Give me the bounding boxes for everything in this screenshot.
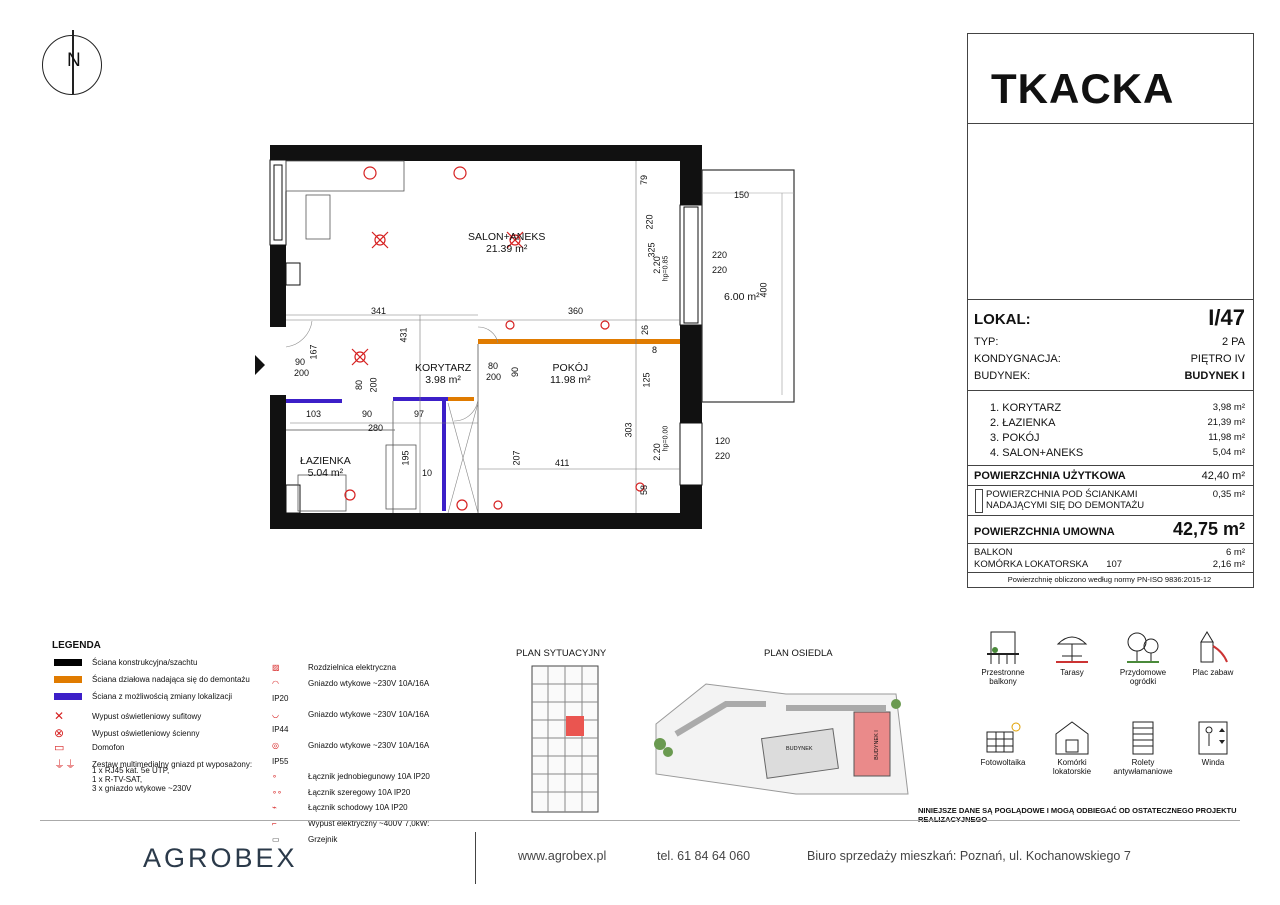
komorka-num: 107 bbox=[1106, 559, 1123, 570]
room-area: 21.39 m² bbox=[485, 243, 528, 255]
legend-swatch bbox=[54, 676, 82, 683]
amenity-label: Fotowoltaika bbox=[980, 758, 1026, 767]
intercom-icon: ▭ bbox=[54, 742, 65, 754]
floor-plan-drawing bbox=[250, 135, 810, 545]
typ-label: TYP: bbox=[974, 336, 999, 348]
dim-label: 80 bbox=[488, 361, 499, 371]
solar-icon bbox=[983, 720, 1023, 756]
room-name: POKÓJ bbox=[552, 362, 589, 374]
dim-label: 58 bbox=[639, 484, 650, 496]
legend-label: Ściana działowa nadająca się do demontażu bbox=[92, 675, 250, 684]
dim-label: 103 bbox=[306, 409, 322, 419]
umowna-label: POWIERZCHNIA UMOWNA bbox=[974, 526, 1115, 538]
room-row bbox=[990, 402, 1245, 414]
amenity-item bbox=[1040, 720, 1104, 776]
room-name: 3. POKÓJ bbox=[990, 432, 1040, 444]
dim-label: 207 bbox=[511, 450, 522, 466]
amenity-label: antywłamaniowe bbox=[1113, 767, 1173, 776]
amenities-grid bbox=[968, 630, 1248, 790]
dim-label: 90 bbox=[510, 366, 521, 378]
legend-item bbox=[54, 709, 201, 723]
legend-item bbox=[54, 692, 232, 701]
phone-number[interactable]: tel. 61 84 64 060 bbox=[657, 849, 751, 863]
divider bbox=[968, 465, 1253, 466]
dim-label: 120 bbox=[715, 436, 731, 446]
uzytkowa-row bbox=[974, 470, 1245, 482]
garden-icon bbox=[1123, 630, 1163, 666]
amenity-label: lokatorskie bbox=[1052, 767, 1092, 776]
legend-label: Wypust elektryczny ~400V 7,0kW: bbox=[308, 818, 430, 828]
budynek-i-label: BUDYNEK I bbox=[873, 730, 880, 760]
dim-label: hp=0.85 bbox=[662, 255, 670, 282]
dim-label: 195 bbox=[400, 450, 411, 466]
divider bbox=[968, 485, 1253, 486]
amenity-label: balkony bbox=[989, 677, 1017, 686]
balkon-label: BALKON bbox=[974, 547, 1013, 558]
amenity-label: Plac zabaw bbox=[1192, 668, 1234, 677]
plan-sytuacyjny-title: PLAN SYTUACYJNY bbox=[516, 648, 607, 659]
budynek-row bbox=[974, 370, 1245, 382]
storage-icon bbox=[1052, 720, 1092, 756]
north-arrow-icon bbox=[42, 35, 102, 95]
website-link[interactable]: www.agrobex.pl bbox=[518, 849, 607, 863]
multimedia-details bbox=[92, 766, 191, 793]
amenity-label: ogródki bbox=[1129, 677, 1157, 686]
room-label-korytarz bbox=[415, 362, 471, 386]
room-row bbox=[990, 447, 1245, 459]
lokal-label: LOKAL: bbox=[974, 311, 1031, 328]
budynek-label: BUDYNEK: bbox=[974, 370, 1031, 382]
legend-swatch bbox=[54, 693, 82, 700]
room-area: 11.98 m² bbox=[550, 374, 591, 386]
plan-osiedla-title: PLAN OSIEDLA bbox=[764, 648, 833, 659]
divider bbox=[968, 390, 1253, 391]
komorka-label: KOMÓRKA LOKATORSKA bbox=[974, 559, 1089, 570]
dim-label: 411 bbox=[555, 458, 570, 468]
dim-label: 90 bbox=[362, 409, 373, 419]
demontaz-label-line1: POWIERZCHNIA POD ŚCIANKAMI bbox=[986, 489, 1138, 500]
legend-label: 1 x RJ45 kat. 5e UTP, bbox=[92, 766, 170, 775]
stair-switch-icon: ⌁ bbox=[272, 803, 277, 813]
disclaimer: NINIEJSZE DANE SĄ POGLĄDOWE I MOGĄ ODBIEGAĆ OD OSTATECZNEGO PROJEKTU REALIZACYJNEGO bbox=[918, 806, 1237, 824]
legend-item bbox=[54, 741, 124, 754]
dim-label: 90 bbox=[295, 357, 306, 367]
room-name: SALON+ANEKS bbox=[468, 231, 546, 243]
dim-label: 200 bbox=[368, 377, 379, 393]
floor-plan bbox=[250, 135, 810, 545]
kondygnacja-row bbox=[974, 353, 1245, 365]
legend-item bbox=[272, 738, 432, 769]
balcony-area-label: 6.00 m² bbox=[724, 291, 760, 303]
sales-office-address: Biuro sprzedaży mieszkań: Poznań, ul. Kochanowskiego 7 bbox=[807, 849, 1131, 863]
legend-item bbox=[272, 676, 432, 707]
blinds-icon bbox=[1123, 720, 1163, 756]
legend-label: Gniazdo wtykowe ~230V 10A/16A IP44 bbox=[272, 709, 429, 735]
legend-item bbox=[272, 816, 432, 832]
dim-label: 280 bbox=[368, 423, 384, 433]
playground-icon bbox=[1193, 630, 1233, 666]
amenity-label: Rolety bbox=[1131, 758, 1155, 767]
komorka-row bbox=[974, 559, 1245, 570]
amenity-item bbox=[1040, 630, 1104, 677]
dim-label: 79 bbox=[639, 174, 650, 186]
north-label: N bbox=[67, 50, 81, 71]
dim-label: 97 bbox=[414, 409, 425, 419]
legend-item bbox=[272, 769, 432, 785]
single-switch-icon: ∘ bbox=[272, 772, 278, 782]
legend-title: LEGENDA bbox=[52, 640, 101, 651]
socket-ip44-icon: ◡ bbox=[272, 709, 279, 719]
legend-item bbox=[272, 660, 432, 676]
legend-label: Wypust oświetleniowy sufitowy bbox=[92, 711, 202, 721]
umowna-row bbox=[974, 519, 1245, 540]
room-name: KORYTARZ bbox=[415, 362, 472, 374]
amenity-label: Winda bbox=[1201, 758, 1225, 767]
demontaz-label bbox=[986, 489, 1144, 511]
room-area: 5.04 m² bbox=[307, 467, 344, 479]
legend-item bbox=[272, 800, 432, 816]
legend-label: Grzejnik bbox=[308, 834, 338, 844]
amenity-item bbox=[968, 720, 1038, 767]
room-area: 3,98 m² bbox=[1212, 402, 1245, 413]
legend-label: Rozdzielnica elektryczna bbox=[308, 663, 397, 672]
dim-label: 2.20 bbox=[651, 443, 662, 461]
room-label-lazienka bbox=[300, 455, 351, 479]
room-area: 5,04 m² bbox=[1212, 447, 1245, 458]
legend-item bbox=[54, 658, 197, 667]
room-label-salon bbox=[468, 231, 545, 255]
dim-label: hp=0.00 bbox=[662, 425, 670, 452]
footer-separator bbox=[475, 832, 476, 884]
dim-label: 325 bbox=[646, 242, 657, 258]
legend-label: Zestaw multimedialny gniazd pt wyposażony: bbox=[92, 759, 253, 769]
demontaz-marker-icon bbox=[975, 489, 983, 513]
legend-label: Ściana z możliwością zmiany lokalizacji bbox=[92, 692, 233, 701]
legend-label: Ściana konstrukcyjna/szachtu bbox=[92, 658, 198, 667]
legend-label: Gniazdo wtykowe ~230V 10A/16A IP20 bbox=[272, 678, 429, 704]
legend-item bbox=[54, 675, 250, 684]
legend-label: Łącznik jednobiegunowy 10A IP20 bbox=[308, 772, 430, 782]
dim-label: 10 bbox=[422, 468, 433, 478]
dim-label: 200 bbox=[294, 368, 310, 378]
room-area: 11,98 m² bbox=[1208, 432, 1245, 443]
dim-label: 400 bbox=[758, 282, 769, 298]
dim-label: 220 bbox=[712, 265, 728, 275]
room-label-pokoj bbox=[550, 362, 591, 386]
budynek-value: BUDYNEK I bbox=[1184, 370, 1245, 382]
typ-row bbox=[974, 336, 1245, 348]
norma-note: Powierzchnię obliczono według normy PN-ISO 9836:2015-12 bbox=[1007, 575, 1212, 584]
amenity-item bbox=[1108, 630, 1178, 686]
kondygnacja-value: PIĘTRO IV bbox=[1190, 353, 1245, 365]
dim-label: 220 bbox=[644, 214, 655, 230]
distribution-board-icon: ▨ bbox=[272, 663, 280, 672]
dim-label: 125 bbox=[641, 372, 652, 388]
brand-logo: AGROBEX bbox=[143, 843, 298, 873]
amenity-item bbox=[1180, 630, 1246, 677]
dim-label: 167 bbox=[308, 344, 319, 360]
divider bbox=[968, 515, 1253, 516]
amenity-item bbox=[1108, 720, 1178, 776]
dim-label: 2.20 bbox=[651, 256, 662, 274]
kondygnacja-label: KONDYGNACJA: bbox=[974, 353, 1061, 365]
dim-label: 8 bbox=[652, 345, 658, 355]
komorka-value: 2,16 m² bbox=[1212, 559, 1245, 570]
lokal-row bbox=[974, 305, 1245, 331]
divider bbox=[968, 543, 1253, 544]
legend-label: 1 x R-TV-SAT, bbox=[92, 775, 143, 784]
amenity-label: Przydomowe bbox=[1119, 668, 1167, 677]
room-name: 4. SALON+ANEKS bbox=[990, 447, 1084, 459]
unit-highlight bbox=[566, 716, 584, 736]
amenity-label: Tarasy bbox=[1060, 668, 1084, 677]
radiator-icon: ▭ bbox=[272, 834, 280, 844]
budynek-label: BUDYNEK bbox=[786, 746, 813, 752]
dim-label: 150 bbox=[734, 190, 750, 200]
amenity-item bbox=[968, 630, 1038, 686]
ceiling-light-icon: ✕ bbox=[54, 709, 65, 723]
terrace-icon bbox=[1052, 630, 1092, 666]
legend-item bbox=[272, 707, 432, 738]
legend-item bbox=[54, 726, 200, 740]
divider bbox=[968, 123, 1253, 124]
dim-label: 360 bbox=[568, 306, 584, 316]
divider bbox=[968, 299, 1253, 300]
divider bbox=[968, 572, 1253, 573]
legend-swatch bbox=[54, 659, 82, 666]
balcony-icon bbox=[983, 630, 1023, 666]
legend-item bbox=[272, 785, 432, 801]
uzytkowa-label: POWIERZCHNIA UŻYTKOWA bbox=[974, 470, 1126, 482]
socket-ip55-icon: ◎ bbox=[272, 740, 279, 750]
wall-light-icon: ⊗ bbox=[54, 726, 65, 740]
amenity-label: Przestronne bbox=[981, 668, 1025, 677]
umowna-value: 42,75 m² bbox=[1172, 519, 1245, 539]
amenity-item bbox=[1180, 720, 1246, 767]
dim-label: 80 bbox=[354, 379, 365, 391]
dim-label: 220 bbox=[715, 451, 731, 461]
multimedia-outlet-icon: ⏚⏚ bbox=[54, 759, 76, 771]
legend bbox=[52, 640, 432, 844]
room-row bbox=[990, 432, 1245, 444]
site-plan-map bbox=[530, 664, 600, 814]
dim-label: 341 bbox=[371, 306, 387, 316]
lokal-value: I/47 bbox=[1208, 305, 1245, 330]
room-row bbox=[990, 417, 1245, 429]
dim-label: 26 bbox=[640, 324, 651, 336]
legend-label: Łącznik schodowy 10A IP20 bbox=[308, 803, 408, 813]
uzytkowa-value: 42,40 m² bbox=[1201, 470, 1245, 482]
demontaz-label-line2: NADAJĄCYMI SIĘ DO DEMONTAŻU bbox=[986, 500, 1145, 511]
dim-label: 303 bbox=[623, 422, 634, 438]
room-name: ŁAZIENKA bbox=[300, 455, 351, 467]
estate-plan-map bbox=[646, 664, 914, 800]
demontaz-row bbox=[986, 489, 1245, 511]
typ-value: 2 PA bbox=[1221, 336, 1245, 348]
unit-info-panel bbox=[967, 33, 1254, 588]
footer-divider bbox=[40, 820, 1240, 821]
legend-label: Domofon bbox=[92, 743, 125, 752]
legend-label: 3 x gniazdo wtykowe ~230V bbox=[92, 784, 192, 793]
legend-label: Gniazdo wtykowe ~230V 10A/16A IP55 bbox=[272, 740, 429, 766]
room-name: 1. KORYTARZ bbox=[990, 402, 1062, 414]
dim-label: 200 bbox=[486, 372, 502, 382]
balkon-row bbox=[974, 547, 1245, 558]
demontaz-value: 0,35 m² bbox=[1212, 489, 1245, 500]
dim-label: 220 bbox=[712, 250, 728, 260]
socket-ip20-icon: ◠ bbox=[272, 678, 279, 688]
dim-label: 431 bbox=[398, 327, 409, 343]
power-outlet-400v-icon: ⌐ bbox=[272, 818, 277, 828]
room-area: 3.98 m² bbox=[425, 374, 461, 386]
legend-label: Łącznik szeregowy 10A IP20 bbox=[308, 787, 411, 797]
series-switch-icon: ∘∘ bbox=[272, 787, 283, 797]
room-name: 2. ŁAZIENKA bbox=[990, 417, 1056, 429]
elevator-icon bbox=[1193, 720, 1233, 756]
legend-label: Wypust oświetleniowy ścienny bbox=[92, 728, 200, 738]
balkon-value: 6 m² bbox=[1226, 547, 1245, 558]
room-area: 21,39 m² bbox=[1207, 417, 1245, 428]
amenity-label: Komórki bbox=[1057, 758, 1087, 767]
project-title: TKACKA bbox=[991, 65, 1175, 112]
